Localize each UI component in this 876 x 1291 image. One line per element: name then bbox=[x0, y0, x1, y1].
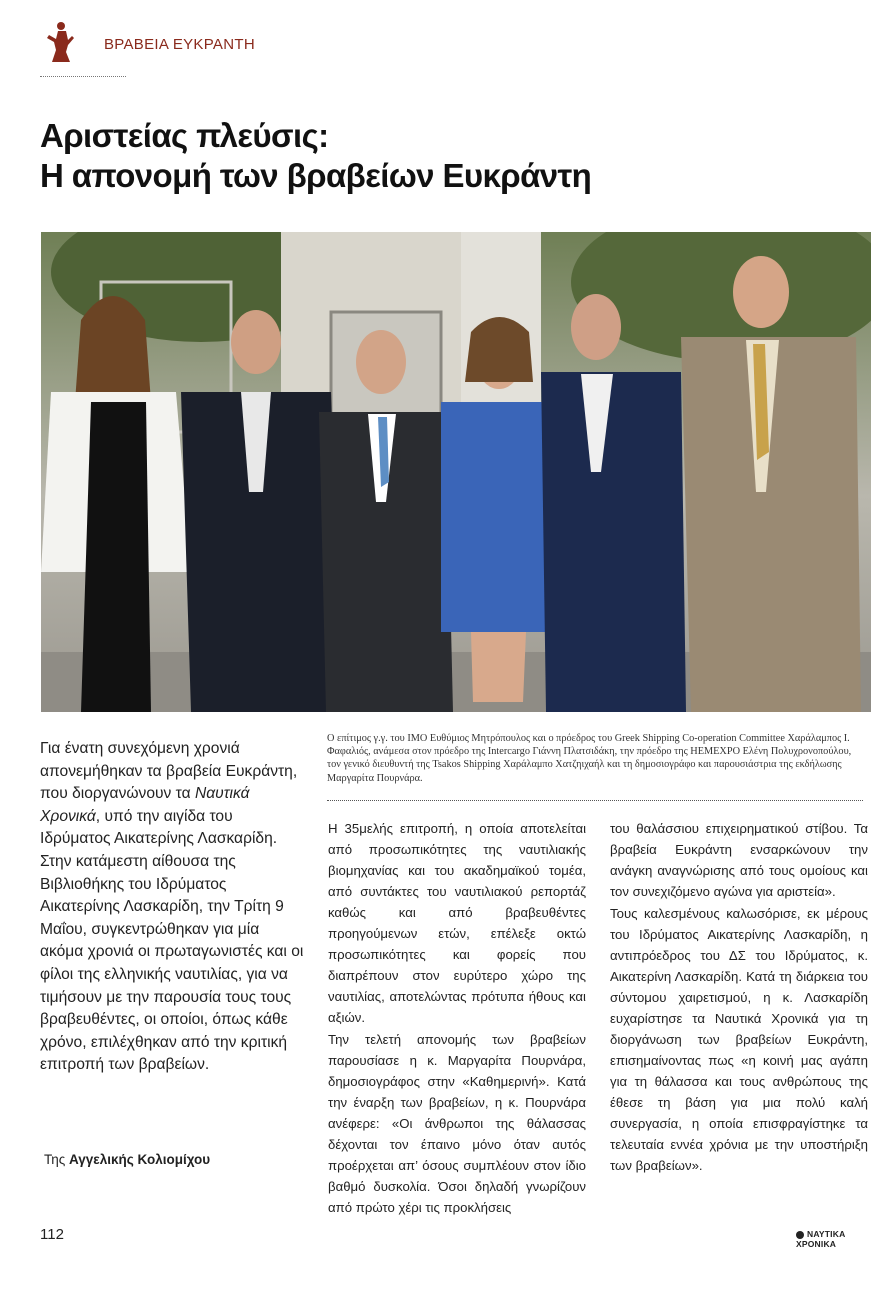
section-label: ΒΡΑΒΕΙΑ ΕΥΚΡΑΝΤΗ bbox=[104, 36, 255, 53]
body-column-1 bbox=[328, 818, 586, 1219]
body-column-2 bbox=[610, 818, 868, 1177]
lead-text-2: , υπό την αιγίδα του Ιδρύματος Αικατερίνης Λασκαρίδη. Στην κατάμεστη αίθουσα της Βιβλιοθήκης του Ιδρύματος Αικατερίνης Λασκαρίδη, την Τρίτη 9 Μαΐου, συγκεντρώθηκαν για μία ακόμα χρονιά οι πρωταγωνιστές και οι φίλοι της ελληνικής ναυτιλίας, για να τιμήσουν με την παρουσία τους τους βραβευθέντες, οι οποίοι, όπως κάθε χρόνο, επιλέχθηκαν από την κριτική επιτροπή των βραβείων. bbox=[40, 807, 304, 1074]
lead-paragraph bbox=[40, 738, 304, 1077]
page-number: 112 bbox=[40, 1226, 64, 1243]
footer-brand bbox=[796, 1229, 876, 1249]
byline bbox=[44, 1152, 210, 1167]
brand-dot-icon bbox=[796, 1231, 804, 1239]
title-line-2: Η απονομή των βραβείων Ευκράντη bbox=[40, 157, 592, 194]
body-paragraph: Την τελετή απονομής των βραβείων παρουσίασε η κ. Μαργαρίτα Πουρνάρα, δημοσιογράφος στην «Καθημερινή». Κατά την έναρξη των βραβείων, η κ. Πουρνάρα ανέφερε: «Οι άνθρωποι της θάλασσας δέχονται τον έπαινο μόνο όταν αυτός προέρχεται απ’ όσους συμπλέουν στον ίδιο βαθμό δυσκολία. Όσοι δηλαδή γνωρίζουν από πρώτο χέρι τις προκλήσεις bbox=[328, 1032, 586, 1215]
header-divider bbox=[40, 76, 126, 77]
caption-divider bbox=[327, 800, 863, 801]
body-paragraph: Η 35μελής επιτροπή, η οποία αποτελείται από προσωπικότητες της ναυτιλιακής βιομηχανίας και του ακαδημαϊκού τομέα, από συντάκτες του ναυτιλιακού ρεπορτάζ καθώς και από βραβευθέντες προηγούμενων ετών, επέλεξε οκτώ προσωπικότητες και φορείς που διαπρέπουν στον ευρύτερο χώρο της ναυτιλίας, αποτελώντας πρότυπα ήθους και αξιών. bbox=[328, 821, 586, 1025]
body-paragraph: του θαλάσσιου επιχειρηματικού στίβου. Τα βραβεία Ευκράντη ενσαρκώνουν την ανάγκη αναγνώρισης από τους ομοίους και τον συνεχιζόμενο αγώνα για αριστεία». bbox=[610, 821, 868, 899]
group-photo bbox=[41, 232, 871, 712]
lead-italic-title: Ναυτικά Χρονικά bbox=[40, 785, 250, 825]
byline-author: Αγγελικής Κολιομίχου bbox=[69, 1152, 211, 1167]
body-paragraph: Τους καλεσμένους καλωσόρισε, εκ μέρους του Ιδρύματος Αικατερίνης Λασκαρίδη, η αντιπρόεδρος του ΔΣ του Ιδρύματος, κ. Αικατερίνη Λασκαρίδη. Κατά τη διάρκεια του σύντομου χαιρετισμού, η κ. Λασκαρίδη ευχαρίστησε τα Ναυτικά Χρονικά για τη διοργάνωση των βραβείων Ευκράντη, επισημαίνοντας πως «η κοινή μας αγάπη για τη θάλασσα και τους ανθρώπους της έθεσε τη βάση για μια πολύ καλή συνεργασία, η οποία επισφραγίστηκε τα τελευταία εννέα χρόνια με την υποστήριξη των βραβείων». bbox=[610, 906, 868, 1173]
figure-logo-icon bbox=[44, 20, 76, 64]
article-title bbox=[40, 116, 840, 196]
photo-caption: Ο επίτιμος γ.γ. του ΙΜΟ Ευθύμιος Μητρόπουλος και ο πρόεδρος του Greek Shipping Co-operation Committee Χαράλαμπος Ι. Φαφαλιός, ανάμεσα στον πρόεδρο της Intercargo Γιάννη Πλατσιδάκη, την πρόεδρο της HEMEXPO Ελένη Πολυχρονοπούλου, τον γενικό διευθυντή της Tsakos Shipping Χαράλαμπο Χατζηιχαήλ και τη δημοσιογράφο και παρουσιάστρια της εκδήλωσης Μαργαρίτα Πουρνάρα. bbox=[327, 733, 852, 784]
byline-prefix: Της bbox=[44, 1152, 70, 1167]
title-line-1: Αριστείας πλεύσις: bbox=[40, 117, 329, 154]
lead-text-1: Για ένατη συνεχόμενη χρονιά απονεμήθηκαν τα βραβεία Ευκράντη, που διοργανώνουν τα bbox=[40, 740, 298, 803]
footer-brand-text: ΝΑΥΤΙΚΑ ΧΡΟΝΙΚΑ bbox=[796, 1229, 846, 1249]
